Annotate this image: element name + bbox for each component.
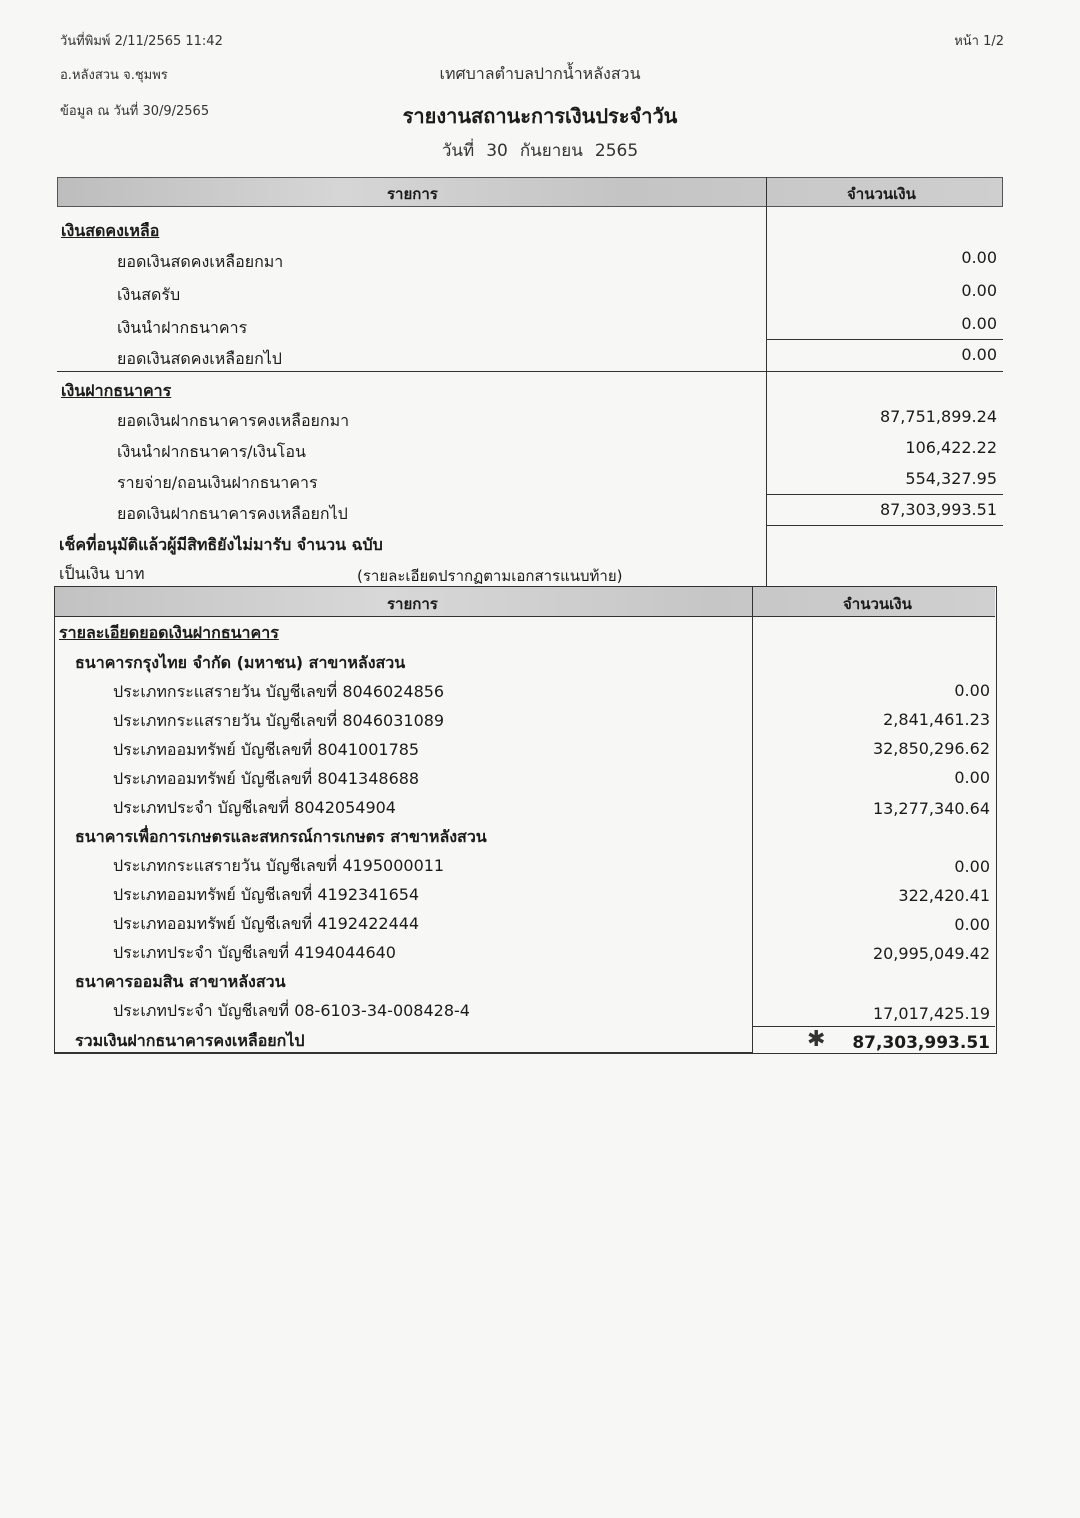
organization-name: เทศบาลตำบลปากน้ำหลังสวน [439,64,641,83]
bank-deposit-row-amount: 106,422.22 [905,438,997,457]
account-amount: 322,420.41 [898,886,990,905]
account-label: ประเภทออมทรัพย์ บัญชีเลขที่ 4192422444 [113,914,420,933]
subtotal-line [766,525,1003,526]
cheque-note: (รายละเอียดปรากฏตามเอกสารแนบท้าย) [357,567,623,585]
total-line [752,1026,995,1027]
bank-name: ธนาคารเพื่อการเกษตรและสหกรณ์การเกษตร สาขาหลังสวน [75,827,487,846]
cash-row-amount: 0.00 [961,314,997,333]
column-item-header: รายการ [387,595,438,613]
account-amount: 32,850,296.62 [872,739,990,758]
details-heading: รายละเอียดยอดเงินฝากธนาคาร [59,623,279,642]
bank-deposit-row-amount: 87,751,899.24 [879,407,997,426]
bank-deposit-row-label: เงินนำฝากธนาคาร/เงินโอน [117,442,306,461]
column-divider [752,587,753,1053]
date-month: กันยายน [519,141,583,161]
page-number: หน้า 1/2 [954,34,1004,49]
account-amount: 0.00 [954,681,990,700]
column-item-header: รายการ [387,185,438,203]
bank-deposit-row-amount: 87,303,993.51 [879,500,997,519]
details-table [54,586,997,1054]
cash-row-label: เงินนำฝากธนาคาร [117,318,248,337]
account-label: ประเภทกระแสรายวัน บัญชีเลขที่ 8046031089 [113,711,445,730]
date-prefix: วันที่ [441,141,475,161]
cash-row-label: ยอดเงินสดคงเหลือยกไป [117,349,282,368]
bank-deposit-row-label: ยอดเงินฝากธนาคารคงเหลือยกมา [117,411,350,430]
subtotal-line [766,494,1003,495]
account-amount: 0.00 [954,768,990,787]
cash-section-heading: เงินสดคงเหลือ [61,221,160,240]
cash-row-label: ยอดเงินสดคงเหลือยกมา [117,252,284,271]
bank-deposit-row-amount: 554,327.95 [905,469,997,488]
account-label: ประเภทออมทรัพย์ บัญชีเลขที่ 8041001785 [113,740,420,759]
cash-row-label: เงินสดรับ [117,285,181,304]
asterisk-mark-icon: ✱ [807,1027,826,1052]
account-amount: 2,841,461.23 [883,710,990,729]
section-divider [57,371,1003,372]
account-label: ประเภทประจำ บัญชีเลขที่ 08-6103-34-008428-4 [113,1001,470,1020]
date-day: 30 [486,141,508,161]
column-amount-header: จำนวนเงิน [847,185,916,203]
bank-deposit-row-label: รายจ่าย/ถอนเงินฝากธนาคาร [117,473,318,492]
total-label: รวมเงินฝากธนาคารคงเหลือยกไป [75,1031,305,1050]
column-divider [766,177,767,590]
column-amount-header: จำนวนเงิน [843,595,912,613]
account-label: ประเภทออมทรัพย์ บัญชีเลขที่ 4192341654 [113,885,420,904]
total-amount: 87,303,993.51 [852,1033,990,1053]
report-date [0,137,1080,164]
cheque-line: เช็คที่อนุมัติแล้วผู้มีสิทธิยังไม่มารับ จำนวน ฉบับ [59,535,383,554]
account-label: ประเภทกระแสรายวัน บัญชีเลขที่ 4195000011 [113,856,445,875]
account-label: ประเภทออมทรัพย์ บัญชีเลขที่ 8041348688 [113,769,420,788]
date-year: 2565 [594,141,639,161]
account-label: ประเภทกระแสรายวัน บัญชีเลขที่ 8046024856 [113,682,445,701]
report-title: รายงานสถานะการเงินประจำวัน [402,104,678,128]
data-as-of: ข้อมูล ณ วันที่ 30/9/2565 [60,104,210,119]
district: อ.หลังสวน จ.ชุมพร [60,68,168,83]
account-amount: 0.00 [954,857,990,876]
cash-row-amount: 0.00 [961,281,997,300]
subtotal-line [766,339,1003,340]
bank-deposit-row-label: ยอดเงินฝากธนาคารคงเหลือยกไป [117,504,348,523]
bank-name: ธนาคารกรุงไทย จำกัด (มหาชน) สาขาหลังสวน [75,653,406,672]
cash-row-amount: 0.00 [961,345,997,364]
summary-table [57,177,1003,590]
account-amount: 13,277,340.64 [872,799,990,818]
cash-row-amount: 0.00 [961,248,997,267]
account-amount: 0.00 [954,915,990,934]
print-date: วันที่พิมพ์ 2/11/2565 11:42 [60,34,223,49]
account-label: ประเภทประจำ บัญชีเลขที่ 8042054904 [113,798,396,817]
bank-name: ธนาคารออมสิน สาขาหลังสวน [75,972,286,991]
account-amount: 20,995,049.42 [872,944,990,963]
cheque-amount-line: เป็นเงิน บาท [59,564,145,583]
account-label: ประเภทประจำ บัญชีเลขที่ 4194044640 [113,943,396,962]
bank-deposit-section-heading: เงินฝากธนาคาร [61,381,172,400]
account-amount: 17,017,425.19 [872,1004,990,1023]
